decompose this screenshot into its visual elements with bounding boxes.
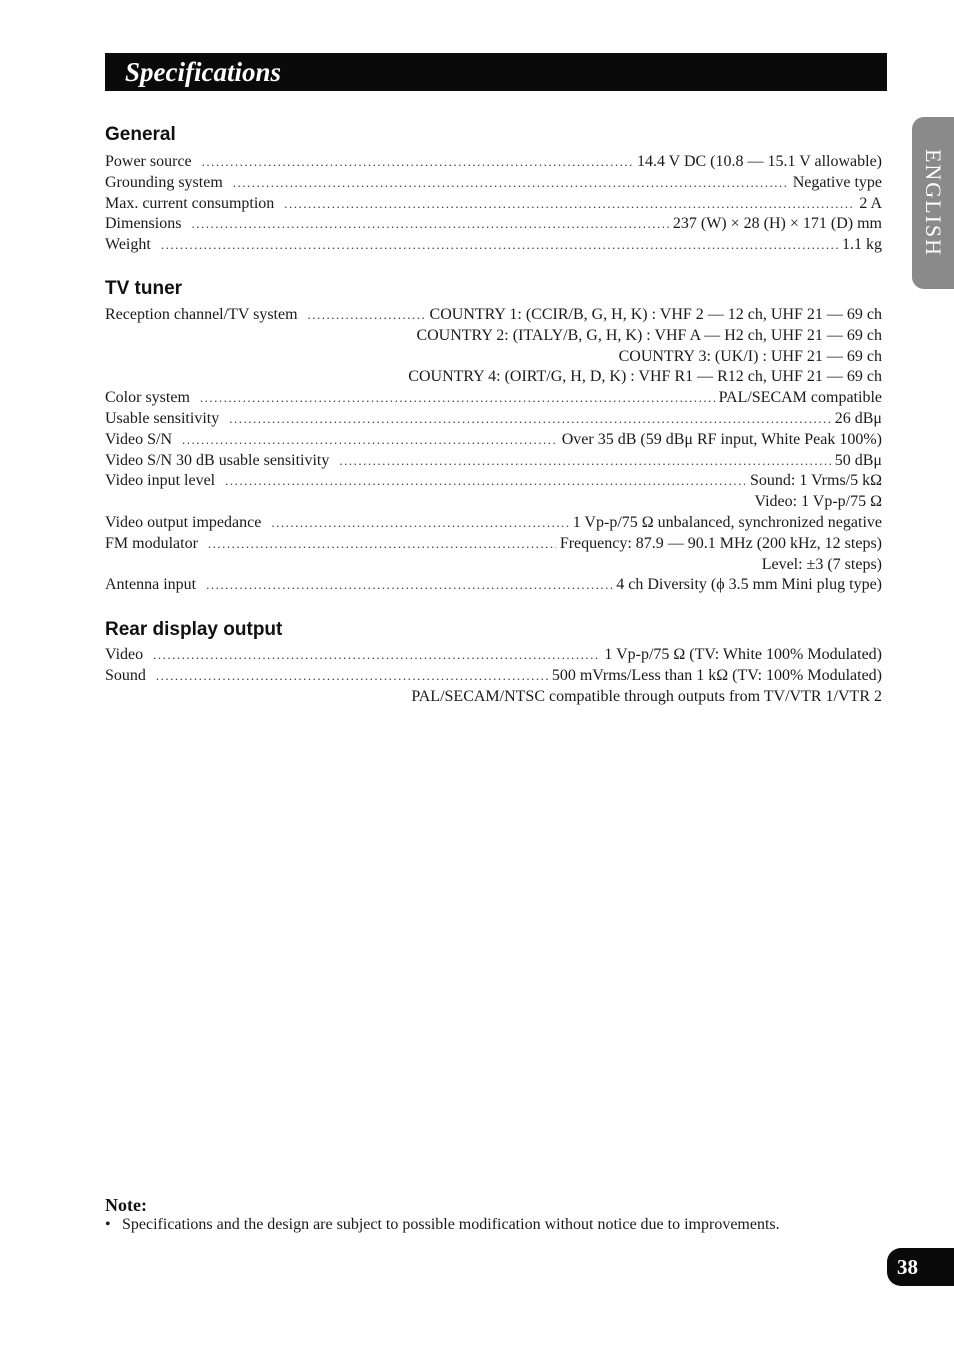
- note-item: [105, 1216, 780, 1234]
- spec-row-video-sn-30db: [105, 451, 882, 472]
- spec-label: Reception channel/TV system: [105, 306, 298, 323]
- spec-value: Level: ±3 (7 steps): [761, 555, 882, 573]
- spec-label: Power source: [105, 153, 192, 170]
- spec-value: 4 ch Diversity (ϕ 3.5 mm Mini plug type): [616, 576, 882, 594]
- spec-label: Antenna input: [105, 576, 197, 594]
- spec-row-weight: [105, 235, 882, 256]
- spec-label: Dimensions: [105, 215, 182, 233]
- dot-leader: [156, 666, 548, 687]
- spec-value: 1 Vp-p/75 Ω (TV: White 100% Modulated): [604, 646, 882, 663]
- spec-label: Video: [105, 646, 144, 663]
- language-tab: [912, 117, 954, 289]
- spec-value: COUNTRY 4: (OIRT/G, H, D, K) : VHF R1 — R12 ch, UHF 21 — 69 ch: [408, 368, 882, 386]
- spec-value: COUNTRY 3: (UK/I) : UHF 21 — 69 ch: [618, 347, 882, 365]
- spec-value: 500 mVrms/Less than 1 kΩ (TV: 100% Modulated): [551, 666, 882, 684]
- dot-leader: [182, 430, 558, 451]
- note-text: Specifications and the design are subject to possible modification without notice due to improvements.: [122, 1216, 780, 1233]
- dot-leader: [308, 305, 426, 326]
- language-tab-label: ENGLISH: [921, 148, 946, 258]
- dot-leader: [208, 534, 556, 555]
- spec-value: 2 A: [859, 194, 882, 212]
- dot-leader: [339, 451, 830, 472]
- dot-leader: [229, 409, 831, 430]
- dot-leader: [202, 152, 633, 173]
- spec-label: Video S/N: [105, 430, 173, 448]
- dot-leader: [271, 513, 568, 534]
- spec-row-reception: [105, 305, 882, 326]
- spec-row-video-sn: [105, 430, 882, 451]
- spec-label: Color system: [105, 389, 190, 407]
- section-heading-rear-display: Rear display output: [105, 619, 283, 640]
- spec-row-color-system: [105, 388, 882, 409]
- note-title: Note:: [105, 1195, 147, 1215]
- spec-value: COUNTRY 1: (CCIR/B, G, H, K) : VHF 2 — 12 ch, UHF 21 — 69 ch: [429, 306, 882, 323]
- spec-row-rear-sound: [105, 666, 882, 687]
- spec-row-grounding: [105, 173, 882, 194]
- spec-value: PAL/SECAM compatible: [718, 389, 882, 407]
- spec-value: 1.1 kg: [842, 236, 882, 254]
- spec-label: Video input level: [105, 472, 216, 490]
- spec-label: Grounding system: [105, 173, 223, 191]
- dot-leader: [161, 235, 838, 256]
- spec-row-fm-modulator-cont: [105, 555, 882, 576]
- bullet-icon: •: [105, 1216, 111, 1233]
- spec-value: 1 Vp-p/75 Ω unbalanced, synchronized negative: [572, 513, 882, 531]
- section-heading-general: General: [105, 124, 176, 145]
- dot-leader: [153, 645, 600, 666]
- page-title-bar: [105, 53, 887, 91]
- dot-leader: [200, 388, 715, 409]
- spec-value: Video: 1 Vp-p/75 Ω: [754, 493, 882, 511]
- spec-label: Video S/N 30 dB usable sensitivity: [105, 451, 330, 469]
- spec-label: Video output impedance: [105, 513, 262, 531]
- spec-value: Frequency: 87.9 — 90.1 MHz (200 kHz, 12 steps): [559, 534, 882, 552]
- spec-label: Max. current consumption: [105, 194, 275, 212]
- spec-label: Usable sensitivity: [105, 409, 220, 427]
- general-spec-list: [105, 152, 882, 256]
- spec-value: PAL/SECAM/NTSC compatible through outputs from TV/VTR 1/VTR 2: [411, 687, 882, 705]
- dot-leader: [284, 194, 855, 215]
- dot-leader: [206, 575, 612, 596]
- spec-value: Sound: 1 Vrms/5 kΩ: [750, 472, 882, 490]
- spec-value: 26 dBμ: [834, 409, 882, 427]
- spec-value: 237 (W) × 28 (H) × 171 (D) mm: [672, 215, 882, 233]
- spec-row-fm-modulator: [105, 534, 882, 555]
- spec-row-reception-cont: [105, 367, 882, 388]
- spec-row-reception-cont: [105, 326, 882, 347]
- spec-row-rear-compat: [105, 687, 882, 708]
- spec-value: COUNTRY 2: (ITALY/B, G, H, K) : VHF A — H2 ch, UHF 21 — 69 ch: [416, 326, 882, 344]
- spec-row-current: [105, 194, 882, 215]
- spec-row-rear-video: [105, 645, 882, 666]
- spec-label: Weight: [105, 236, 151, 254]
- spec-row-power-source: [105, 152, 882, 173]
- spec-value: 14.4 V DC (10.8 — 15.1 V allowable): [636, 153, 882, 170]
- page-number: 38: [897, 1255, 918, 1279]
- spec-row-reception-cont: [105, 347, 882, 368]
- spec-row-dimensions: [105, 214, 882, 235]
- spec-row-antenna-input: [105, 575, 882, 596]
- spec-row-video-input-cont: [105, 492, 882, 513]
- dot-leader: [225, 471, 746, 492]
- spec-label: FM modulator: [105, 534, 198, 552]
- spec-label: Sound: [105, 666, 146, 684]
- tv-tuner-spec-list: [105, 305, 882, 596]
- dot-leader: [233, 173, 789, 194]
- rear-display-spec-list: [105, 645, 882, 707]
- spec-row-usable-sensitivity: [105, 409, 882, 430]
- spec-value: 50 dBμ: [834, 451, 882, 469]
- spec-value: Over 35 dB (59 dBμ RF input, White Peak 100%): [561, 430, 882, 448]
- spec-row-video-output: [105, 513, 882, 534]
- spec-value: Negative type: [792, 173, 882, 191]
- dot-leader: [191, 214, 668, 235]
- page-title: Specifications: [125, 57, 281, 87]
- section-heading-tv-tuner: TV tuner: [105, 278, 183, 299]
- page-number-tab: [887, 1248, 954, 1286]
- spec-row-video-input: [105, 471, 882, 492]
